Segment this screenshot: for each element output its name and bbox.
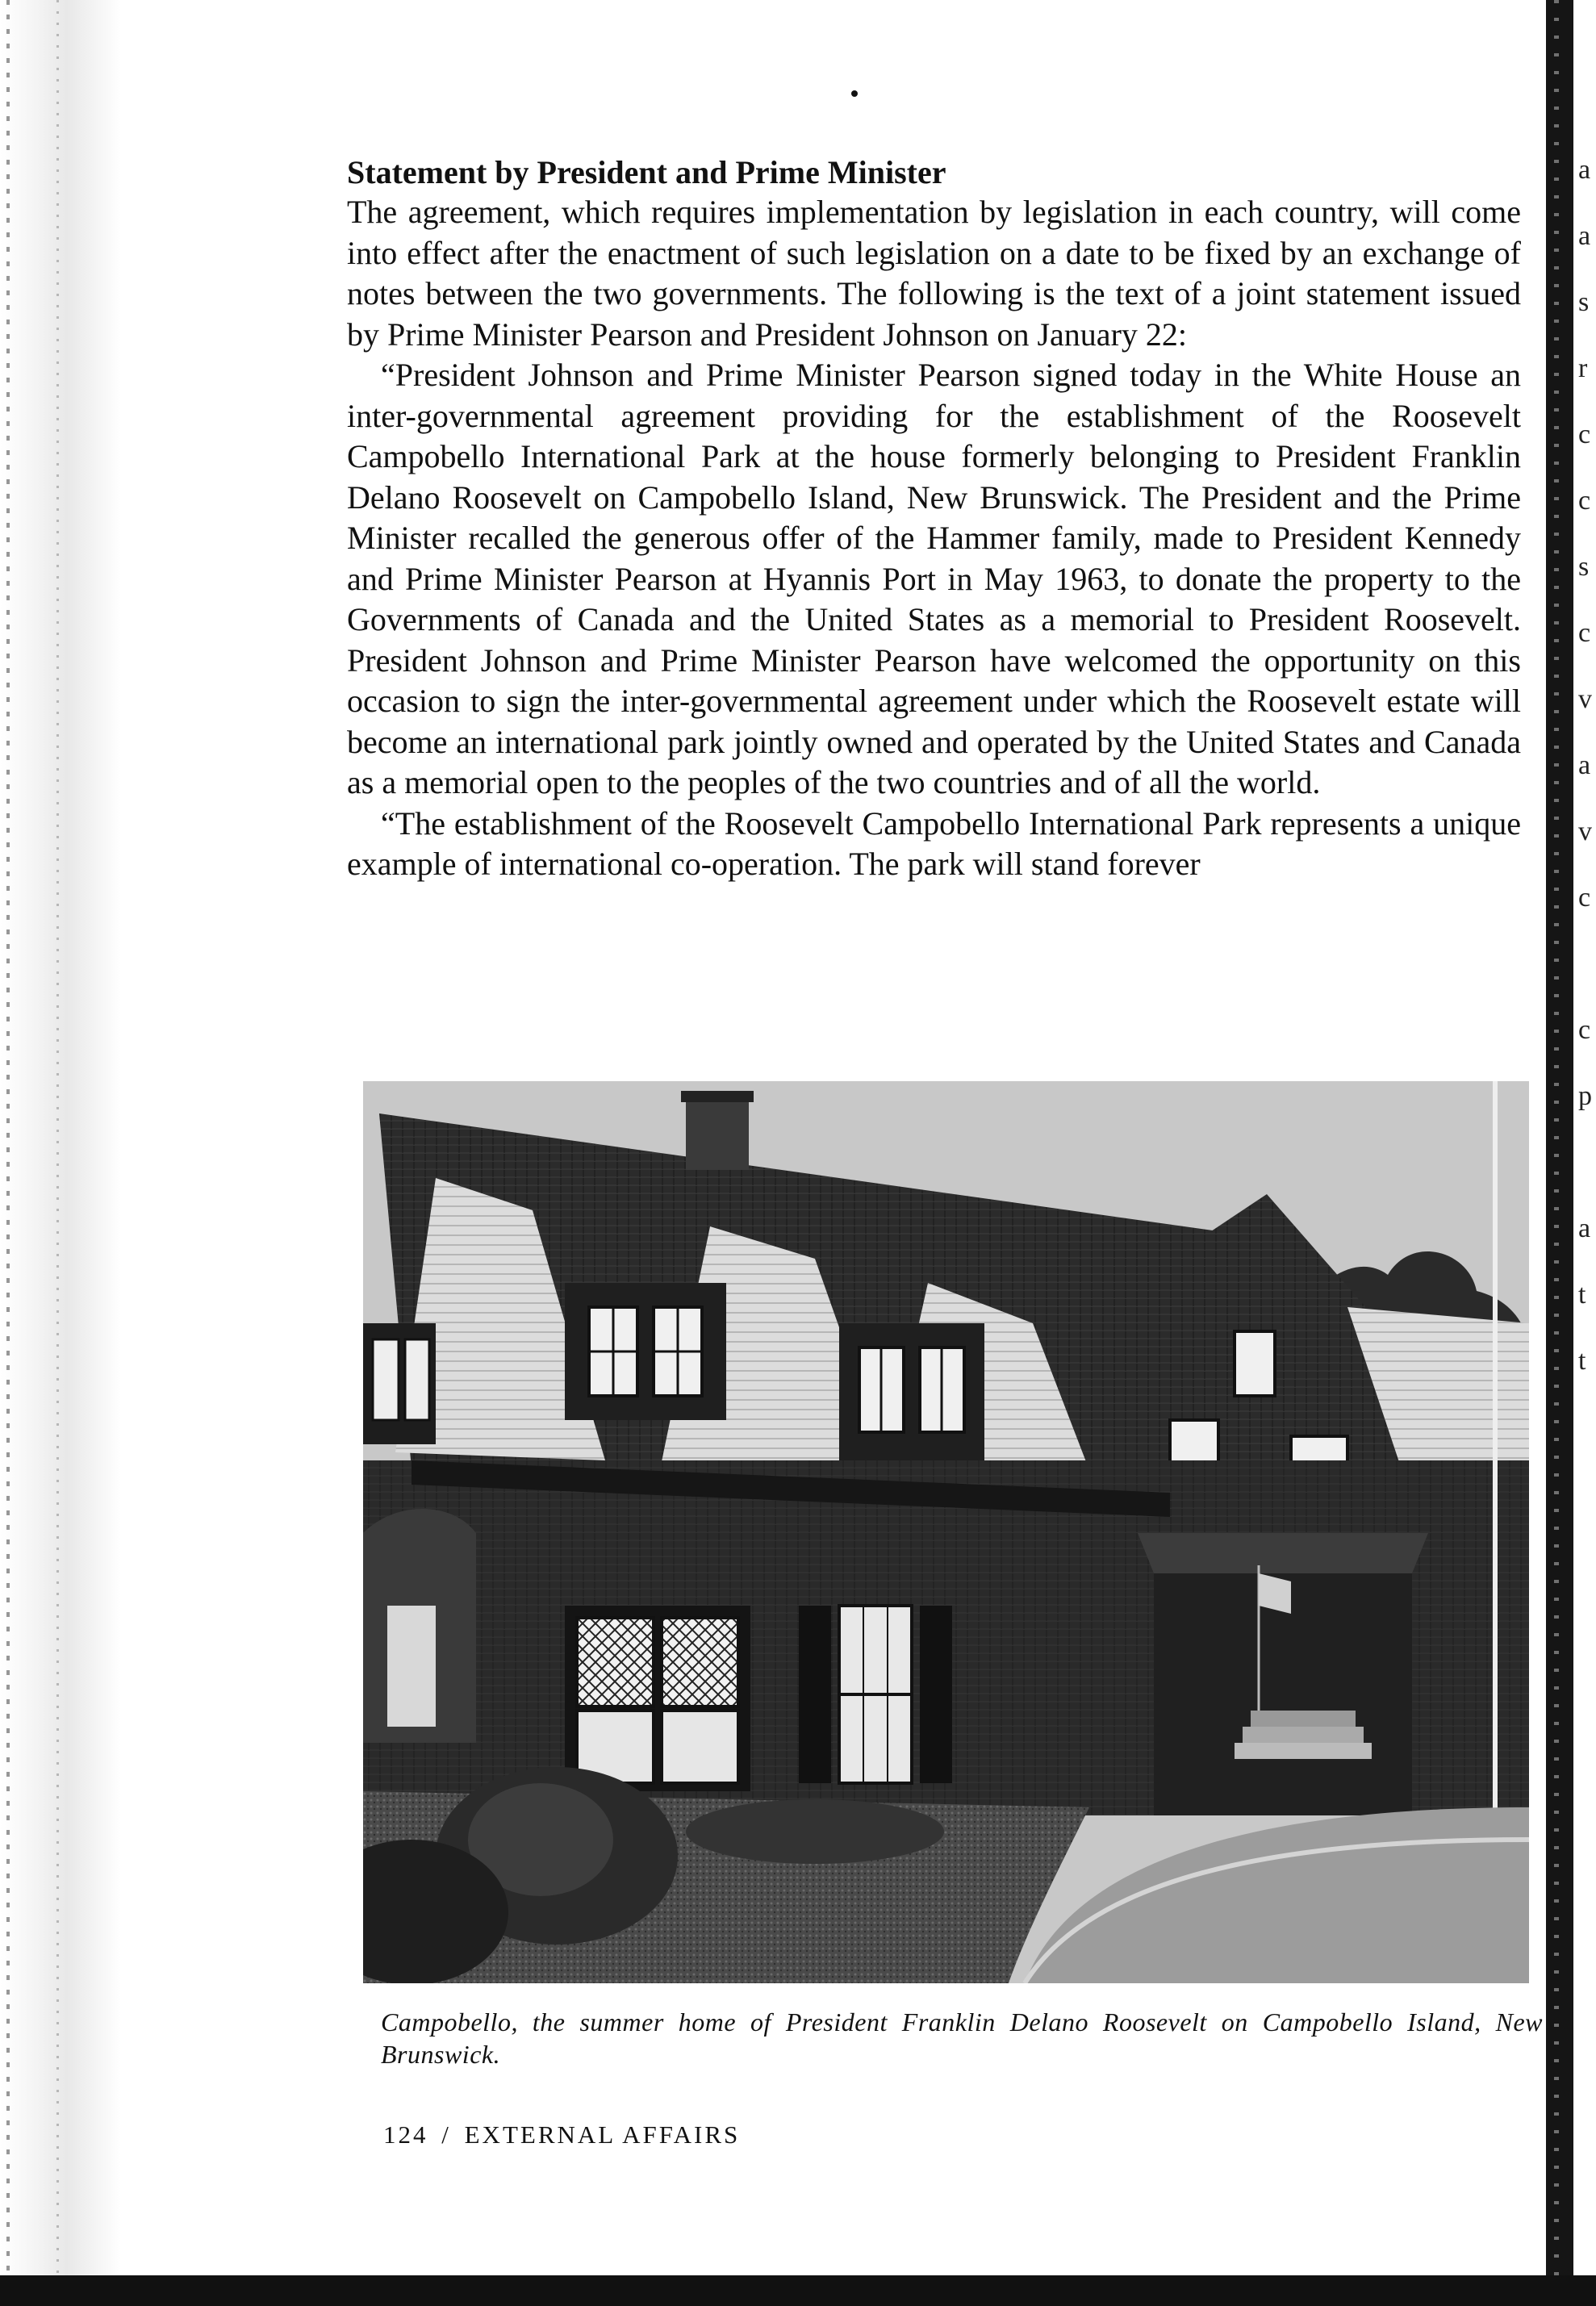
article-body — [347, 153, 1521, 885]
facing-page-edge — [1540, 0, 1596, 2306]
facing-page-letter: c — [1578, 1015, 1591, 1045]
paragraph-intro: The agreement, which requires implementation by legislation in each country, will come into effect after the enactment of such legislation on a date to be fixed by an exchange of notes between the two governments. The following is the text of a joint statement issued by Prime Minister Pearson and President Johnson on January 22: — [347, 194, 1521, 353]
page-gutter-shadow — [1546, 0, 1573, 2306]
facing-page-letter: v — [1578, 684, 1592, 714]
facing-page-letters — [1578, 137, 1594, 1394]
facing-page-letter: s — [1578, 552, 1590, 582]
paragraph-joint-statement: “President Johnson and Prime Minister Pearson signed today in the White House an inter-governmental agreement providing for the establishment of the Roosevelt Campobello International Park at the house formerly belonging to President Franklin Delano Roosevelt on Campobello Island, New Brunswick. The President and the Prime Minister recalled the generous offer of the Hammer family, made to President Kennedy and Prime Minister Pearson at Hyannis Port in May 1963, to donate the property to the Governments of Canada and the United States as a memorial to President Roosevelt. President Johnson and Prime Minister Pearson have welcomed the opportunity on this occasion to sign the inter-governmental agreement under which the Roosevelt estate will become an international park jointly owned and operated by the United States and Canada as a memorial open to the peoples of the two countries and of all the world. — [347, 357, 1521, 800]
facing-page-letter: c — [1578, 618, 1591, 648]
publication-name: EXTERNAL AFFAIRS — [464, 2120, 741, 2149]
facing-page-letter: c — [1578, 420, 1591, 449]
facing-page-letter: a — [1578, 750, 1591, 780]
facing-page-letter: v — [1578, 817, 1592, 846]
facing-page-letter: a — [1578, 221, 1591, 251]
facing-page-letter: s — [1578, 287, 1590, 317]
footer-separator: / — [441, 2120, 451, 2149]
scan-bottom-edge — [0, 2275, 1596, 2306]
facing-page-letter: r — [1578, 353, 1588, 383]
facing-page-letter: c — [1578, 883, 1591, 913]
campobello-house-photo — [363, 1081, 1529, 1983]
facing-page-letter — [1578, 931, 1594, 997]
facing-page-letter — [1578, 1130, 1594, 1196]
scan-speck — [851, 90, 858, 97]
section-heading: Statement by President and Prime Minister — [347, 154, 946, 190]
facing-page-letter: c — [1578, 486, 1591, 516]
facing-page-letter: t — [1578, 1346, 1586, 1376]
facing-page-letter: a — [1578, 1214, 1591, 1243]
page-binding-shadow — [0, 0, 121, 2306]
facing-page-letter: t — [1578, 1280, 1586, 1310]
page-number: 124 — [383, 2120, 428, 2149]
page-footer — [383, 2120, 740, 2149]
facing-page-letter: a — [1578, 155, 1591, 185]
paragraph-establishment: “The establishment of the Roosevelt Campobello International Park represents a unique example of international co-operation. The park will stand forever — [347, 804, 1521, 882]
facing-page-letter: p — [1578, 1081, 1592, 1111]
photo-caption: Campobello, the summer home of President Franklin Delano Roosevelt on Campobello Island, New Brunswick. — [381, 2007, 1543, 2069]
